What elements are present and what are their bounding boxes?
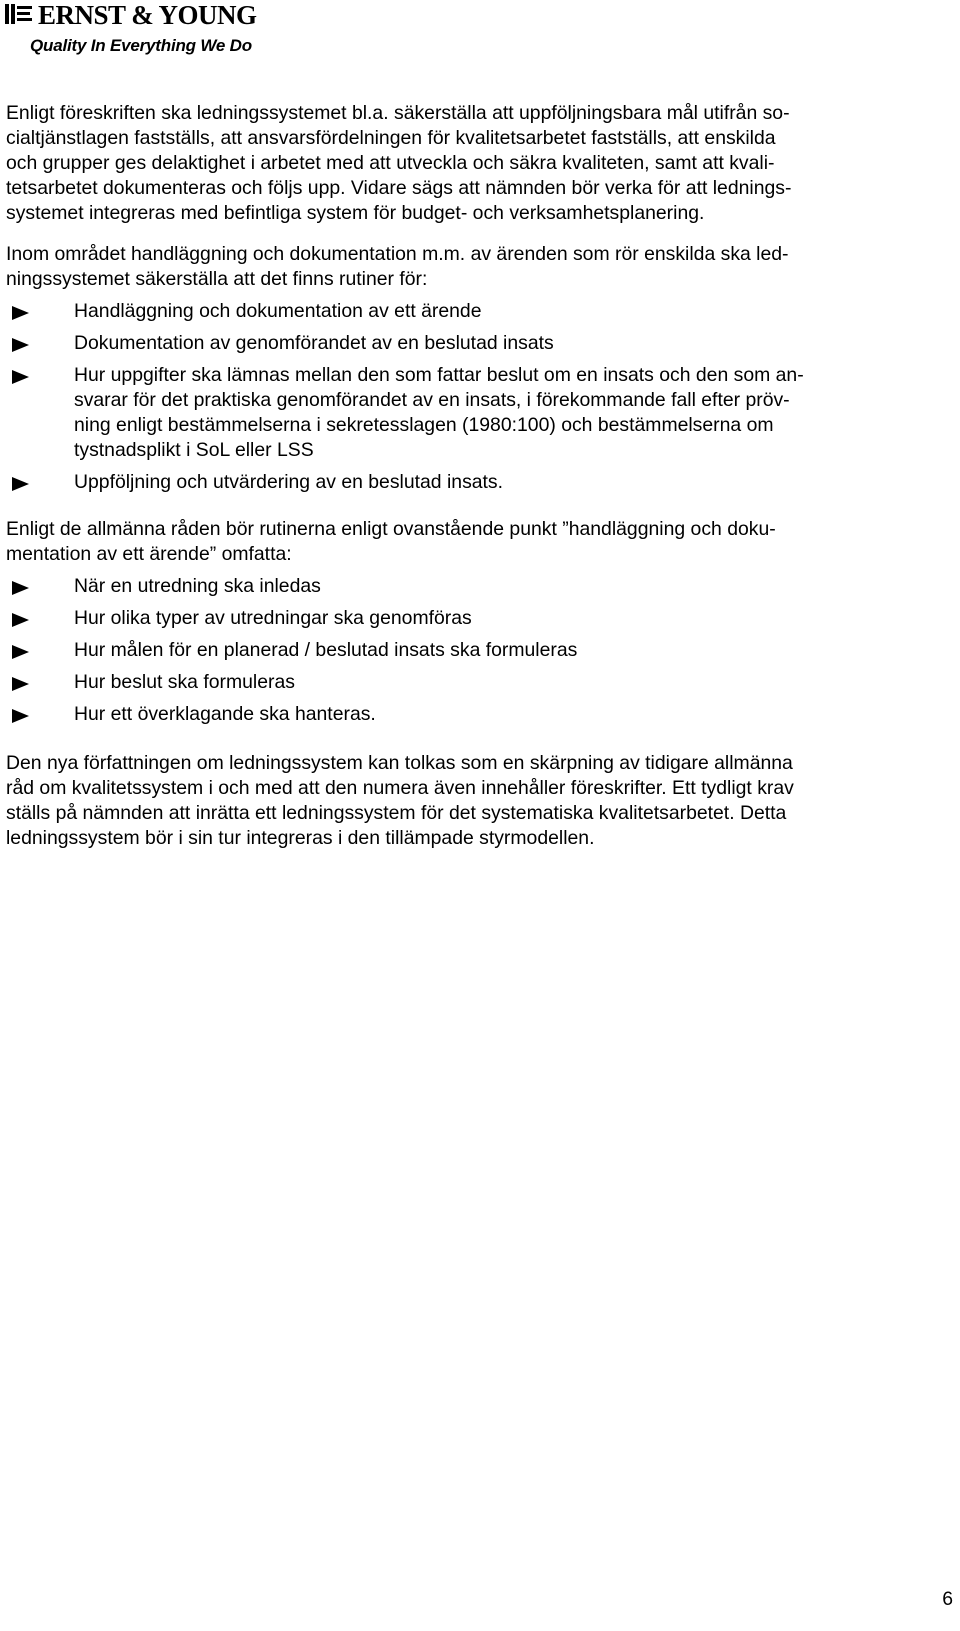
page-number: 6 [942,1588,953,1610]
text-line: Enligt föreskriften ska ledningssystemet bl.a. säkerställa att uppföljningsbara mål utifrån so- [6,102,790,124]
arrow-bullet-icon [12,645,29,659]
text-line: Hur målen för en planerad / beslutad insats ska formuleras [74,639,578,661]
text-line: tetsarbetet dokumenteras och följs upp. Vidare sägs att nämnden bör verka för att lednings- [6,177,792,199]
arrow-bullet-icon [12,370,29,384]
text-line: ledningssystem bör i sin tur integreras i den tillämpade styrmodellen. [6,827,595,849]
paragraph-intro [6,101,952,226]
arrow-bullet-icon [12,709,29,723]
arrow-bullet-icon [12,477,29,491]
logo-tagline: Quality In Everything We Do [30,36,252,55]
list-item [6,670,952,695]
document-body [6,101,952,851]
arrow-bullet-icon [12,613,29,627]
list-item [6,299,952,324]
text-line: När en utredning ska inledas [74,575,321,597]
list-item [6,638,952,663]
text-line: Hur uppgifter ska lämnas mellan den som fattar beslut om en insats och den som an- [74,364,804,386]
arrow-bullet-icon [12,677,29,691]
text-line: Hur beslut ska formuleras [74,671,295,693]
text-line: tystnadsplikt i SoL eller LSS [74,439,314,461]
arrow-bullet-icon [12,581,29,595]
text-line: systemet integreras med befintliga system för budget- och verksamhetsplanering. [6,202,705,224]
text-line: Inom området handläggning och dokumentation m.m. av ärenden som rör enskilda ska led- [6,243,789,265]
ey-logo-mark-icon [4,2,34,26]
text-line: råd om kvalitetssystem i och med att den numera även innehåller föreskrifter. Ett tydligt krav [6,777,794,799]
ernst-young-logo [4,0,257,56]
list-item [6,363,952,463]
text-line: ställs på nämnden att inrätta ett ledningssystem för det systematiska kvalitetsarbetet. Detta [6,802,787,824]
text-line: och grupper ges delaktighet i arbetet med att utveckla och säkra kvaliteten, samt att kvali- [6,152,775,174]
text-line: ning enligt bestämmelserna i sekretesslagen (1980:100) och bestämmelserna om [74,414,774,436]
bullet-list-rutiner [6,299,952,495]
paragraph-ny-forfattning [6,751,952,851]
text-line: mentation av ett ärende” omfatta: [6,543,292,565]
text-line: Hur ett överklagande ska hanteras. [74,703,376,725]
arrow-bullet-icon [12,306,29,320]
text-line: Hur olika typer av utredningar ska genomföras [74,607,472,629]
text-line: Uppföljning och utvärdering av en beslutad insats. [74,471,504,493]
text-line: Enligt de allmänna råden bör rutinerna enligt ovanstående punkt ”handläggning och doku- [6,518,776,540]
text-line: ningssystemet säkerställa att det finns rutiner för: [6,268,428,290]
text-line: Handläggning och dokumentation av ett ärende [74,300,482,322]
text-line: Den nya författningen om ledningssystem kan tolkas som en skärpning av tidigare allmänna [6,752,793,774]
list-item [6,331,952,356]
text-line: Dokumentation av genomförandet av en beslutad insats [74,332,554,354]
bullet-list-omfatta [6,574,952,727]
paragraph-handlaggning [6,242,952,292]
text-line: svarar för det praktiska genomförandet av en insats, i förekommande fall efter pröv- [74,389,790,411]
arrow-bullet-icon [12,338,29,352]
list-item [6,606,952,631]
list-item [6,702,952,727]
list-item [6,574,952,599]
list-item [6,470,952,495]
paragraph-allmanna-raden [6,517,952,567]
logo-company-name: ERNST & YOUNG [38,0,257,30]
text-line: cialtjänstlagen fastställs, att ansvarsfördelningen för kvalitetsarbetet fastställs, att enskilda [6,127,776,149]
